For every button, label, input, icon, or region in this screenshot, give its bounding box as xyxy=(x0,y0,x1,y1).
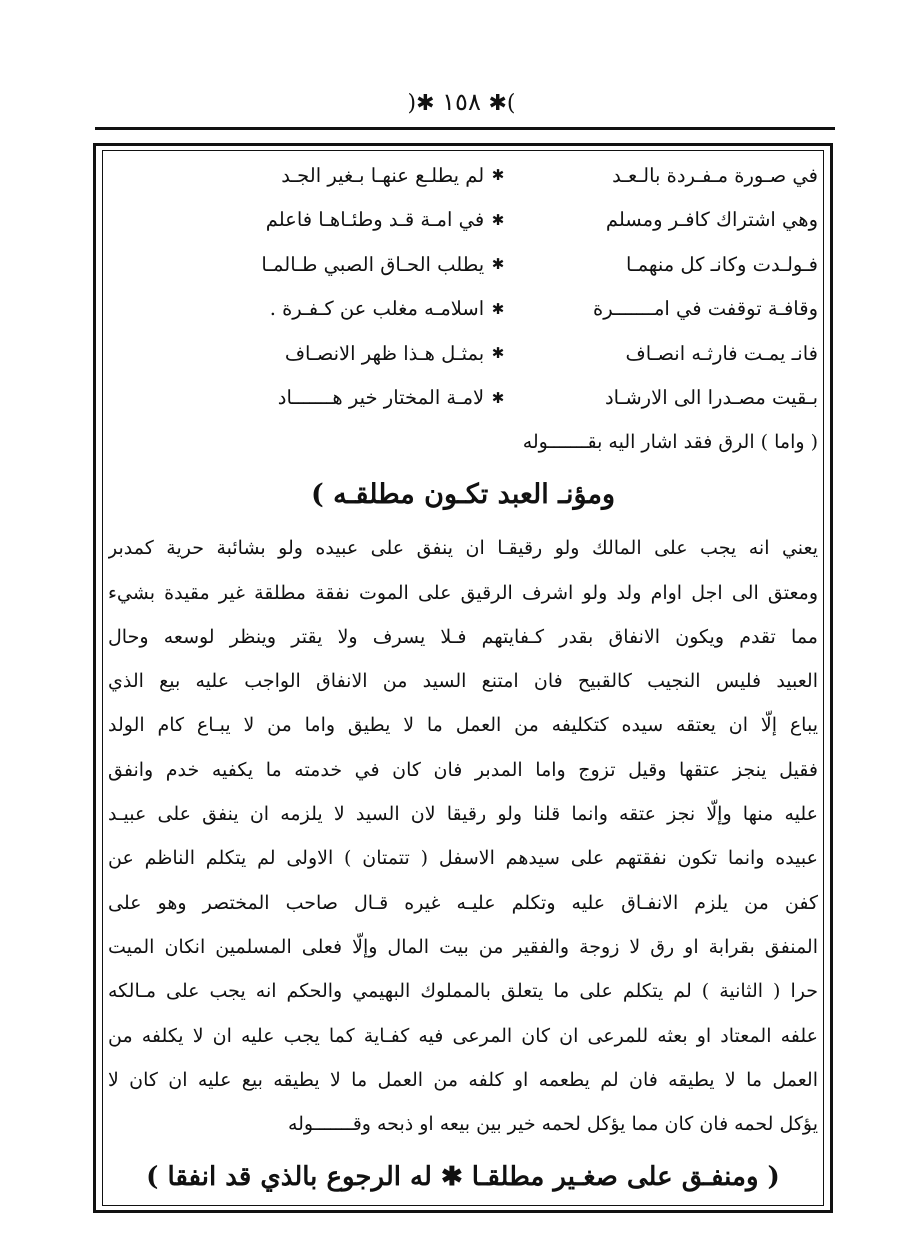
verse-hemistich-first: بـقيت مصـدرا الى الارشـاد xyxy=(604,386,818,410)
star-separator-icon: ✱ xyxy=(491,299,505,318)
paragraph-line: عليه منها وإلّا نجز عتقه وانما قلنا ولو رقيقا لان السيد لا يلزمه ان ينفق على عبيـد xyxy=(108,803,818,826)
verse-hemistich-first: في صـورة مـفـردة بالـعـد xyxy=(612,163,818,187)
verse-line xyxy=(178,287,818,332)
verse-hemistich-first: فانـ يمـت فارثـه انصـاف xyxy=(625,341,818,365)
ornament-right: )✱ xyxy=(488,91,516,116)
star-separator-icon: ✱ xyxy=(491,255,505,274)
ornament-left: ✱( xyxy=(407,91,435,116)
verse-hemistich-first: وقافـة توقفت في امـــــــرة xyxy=(592,297,818,321)
verse-line xyxy=(178,331,818,376)
verse-block xyxy=(108,153,818,420)
verse-hemistich-first: وهي اشتراك كافـر ومسلم xyxy=(605,208,818,232)
header-rule xyxy=(95,127,835,130)
page-number: ١٥٨ xyxy=(442,88,481,116)
paragraph-line: حرا ( الثانية ) لم يتكلم على ما يتعلق بالمملوك البهيمي والحكم انه يجب على مـالكه xyxy=(108,980,818,1003)
star-separator-icon: ✱ xyxy=(491,388,505,407)
paragraph-line: يعني انه يجب على المالك ولو رقيقـا ان ينفق على عبيده ولو بشائبة حرية كمدبر xyxy=(108,537,818,560)
paragraph-line: العبيد فليس النجيب كالقبيح فان امتنع السيد من الانفاق الواجب عليه بيع الذي xyxy=(108,670,818,693)
paragraph-line: فقيل ينجز عتقها وقيل تزوج واما المدبر فان كان في خدمته ما يكفيه خدم وانفق xyxy=(108,758,818,781)
paragraph-line: ومعتق الى اجل اوام ولد ولو اشرف الرقيق على الموت نفقة مطلقة غير مقيدة بشيء xyxy=(108,581,818,604)
verse-hemistich-second: اسلامـه مغلب عن كـفـرة . xyxy=(269,297,485,321)
verse-hemistich-second: لامـة المختار خير هـــــــاد xyxy=(277,386,485,410)
paragraph-line: العمل ما لا يطيقه فان لم يطعمه او كلفه من العمل ما لا يطيقه بيع عليه ان كان لا xyxy=(108,1068,818,1091)
page-header xyxy=(0,88,923,116)
star-separator-icon: ✱ xyxy=(491,344,505,363)
star-separator-icon: ✱ xyxy=(491,166,505,185)
verse-hemistich-first: فـولـدت وكانـ كل منهمـا xyxy=(625,252,818,276)
section-heading: ومؤنـ العبد تكـون مطلقـه ) xyxy=(310,479,616,511)
page-content xyxy=(108,153,818,1208)
final-verse: ( ومنفـق على صغـير مطلقـا ✱ له الرجوع بالذي قد انفقا ) xyxy=(146,1162,780,1193)
intro-line: ( واما ) الرق فقد اشار اليه بقـــــــوله xyxy=(522,431,818,453)
paragraph-line: علفه المعتاد او بعثه للمرعى ان كان المرعى فيه كفـاية كما يجب عليه ان لا يكلفه من xyxy=(108,1024,818,1047)
verse-hemistich-second: يطلب الحـاق الصبي طـالمـا xyxy=(261,252,485,276)
star-separator-icon: ✱ xyxy=(491,210,505,229)
paragraph-line: كفن من يلزم الانفـاق عليه وتكلم عليـه غيره قـال صاحب المختصر وهو على xyxy=(108,891,818,914)
paragraph-line-last: يؤكل لحمه فان كان مما يؤكل لحمه خير بين بيعه او ذبحه وقـــــــوله xyxy=(287,1113,818,1136)
paragraph-line: يباع إلّا ان يعتقه سيده كتكليفه من العمل ما لا يطيق واما من لا يبـاع كام الولد xyxy=(108,714,818,737)
verse-line xyxy=(178,153,818,198)
verse-line xyxy=(178,376,818,421)
paragraph-line: المنفق بقرابة او رق لا زوجة والفقير من بيت المال وإلّا فعلى المسلمين انكان الميت xyxy=(108,935,818,958)
verse-line xyxy=(178,242,818,287)
verse-line xyxy=(178,198,818,243)
paragraph-line: مما تقدم ويكون الانفاق بقدر كـفايتهم فـلا يسرف ولا يقتر وينظر لوسعه وحال xyxy=(108,625,818,648)
verse-hemistich-second: بمثـل هـذا ظهر الانصـاف xyxy=(284,341,485,365)
verse-hemistich-second: لم يطلـع عنهـا بـغير الجـد xyxy=(281,163,485,187)
paragraph-line: عبيده وانما تكون نفقتهم على سيدهم الاسفل ( تتمتان ) الاولى لم يتكلم الناظم عن xyxy=(108,847,818,870)
verse-hemistich-second: في امـة قـد وطئـاهـا فاعلم xyxy=(265,208,485,232)
